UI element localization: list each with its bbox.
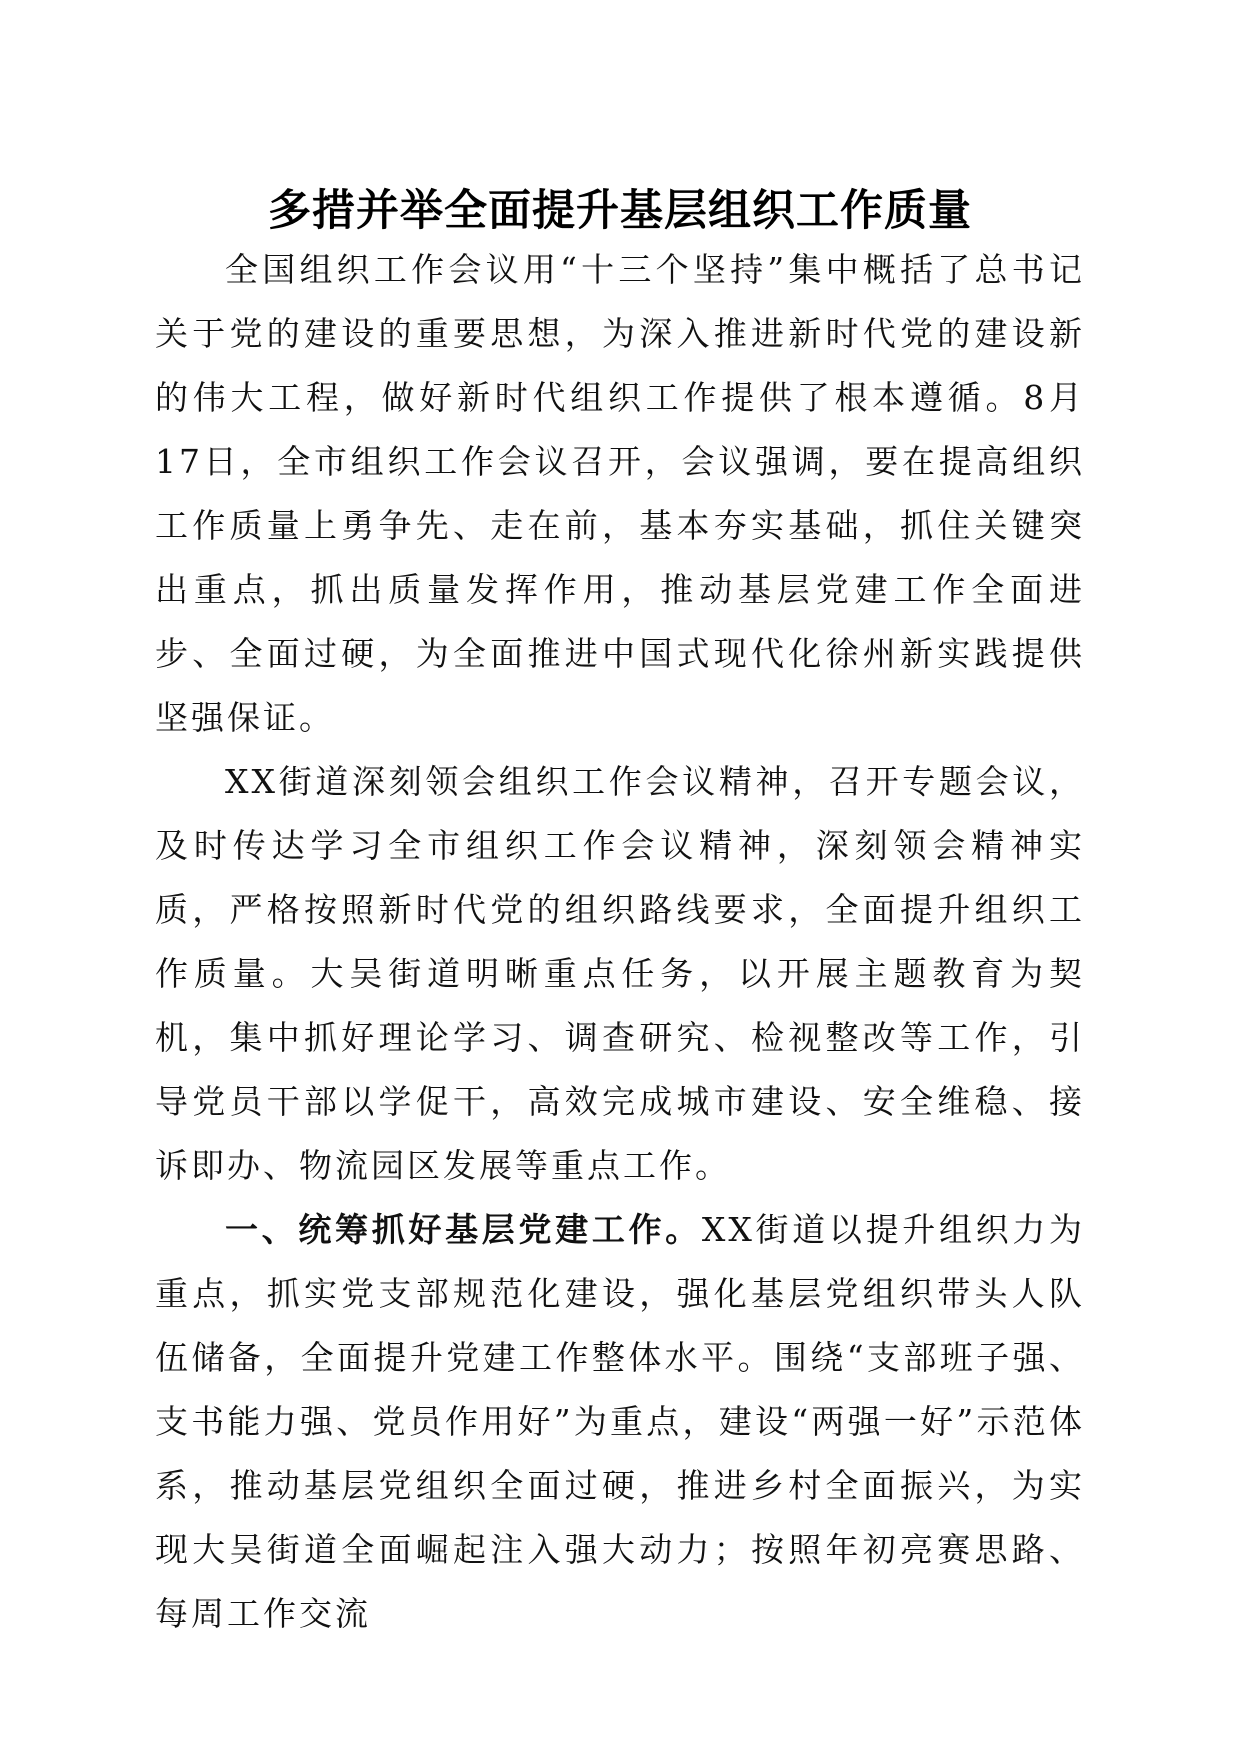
section-one-heading: 一、统筹抓好基层党建工作。 — [225, 1210, 702, 1249]
paragraph-street-meeting-text: XX街道深刻领会组织工作会议精神，召开专题会议，及时传达学习全市组织工作会议精神，深刻领会精神实质，严格按照新时代党的组织路线要求，全面提升组织工作质量。大吴街道明晰重点任务，以开展主题教育为契机，集中抓好理论学习、调查研究、检视整改等工作，引导党员干部以学促干，高效完成城市建设、安全维稳、接诉即办、物流园区发展等重点工作。 — [155, 762, 1085, 1185]
paragraph-section-one-text: XX街道以提升组织力为重点，抓实党支部规范化建设，强化基层党组织带头人队伍储备，全面提升党建工作整体水平。围绕“支部班子强、支书能力强、党员作用好”为重点，建设“两强一好”示范体系，推动基层党组织全面过硬，推进乡村全面振兴，为实现大吴街道全面崛起注入强大动力；按照年初亮赛思路、每周工作交流 — [155, 1210, 1085, 1633]
document-title: 多措并举全面提升基层组织工作质量 — [268, 186, 972, 236]
paragraph-section-one — [155, 1198, 1085, 1646]
paragraph-intro — [155, 238, 1085, 750]
paragraph-intro-text: 全国组织工作会议用“十三个坚持”集中概括了总书记关于党的建设的重要思想，为深入推进新时代党的建设新的伟大工程，做好新时代组织工作提供了根本遵循。8月17日，全市组织工作会议召开，会议强调，要在提高组织工作质量上勇争先、走在前，基本夯实基础，抓住关键突出重点，抓出质量发挥作用，推动基层党建工作全面进步、全面过硬，为全面推进中国式现代化徐州新实践提供坚强保证。 — [155, 250, 1085, 737]
document-body — [155, 238, 1085, 1646]
paragraph-street-meeting — [155, 750, 1085, 1198]
